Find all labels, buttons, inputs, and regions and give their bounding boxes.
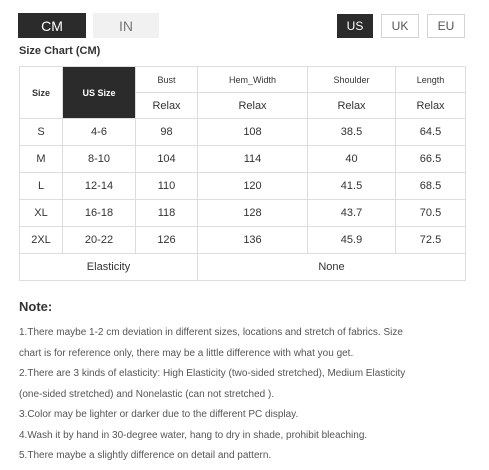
- note-title: Note:: [19, 299, 53, 314]
- unit-in-button[interactable]: IN: [93, 13, 159, 38]
- note-line: 2.There are 3 kinds of elasticity: High Elasticity (two-sided stretched), Medium Elasticity: [19, 368, 406, 379]
- length-cell: 66.5: [396, 146, 466, 173]
- table-row: [20, 146, 466, 173]
- size-cell: M: [20, 146, 63, 173]
- note-line: 1.There maybe 1-2 cm deviation in different sizes, locations and stretch of fabrics. Size: [19, 327, 403, 338]
- region-us-button[interactable]: US: [337, 14, 373, 38]
- length-cell: 68.5: [396, 173, 466, 200]
- hem-width-cell: 120: [198, 173, 308, 200]
- fit-label: Relax: [198, 93, 308, 119]
- size-cell: L: [20, 173, 63, 200]
- table-row: [20, 119, 466, 146]
- bust-header: Bust: [136, 67, 198, 93]
- unit-cm-button[interactable]: CM: [18, 13, 86, 38]
- shoulder-cell: 45.9: [308, 227, 396, 254]
- note-line: 5.There maybe a slightly difference on detail and pattern.: [19, 450, 272, 461]
- us-size-column-header: US Size: [63, 67, 136, 119]
- us-size-cell: 8-10: [63, 146, 136, 173]
- bust-cell: 126: [136, 227, 198, 254]
- us-size-cell: 12-14: [63, 173, 136, 200]
- size-cell: XL: [20, 200, 63, 227]
- us-size-cell: 16-18: [63, 200, 136, 227]
- bust-cell: 118: [136, 200, 198, 227]
- hem-width-header: Hem_Width: [198, 67, 308, 93]
- note-line: 4.Wash it by hand in 30-degree water, hang to dry in shade, prohibit bleaching.: [19, 429, 368, 441]
- table-header-row: [20, 67, 466, 93]
- table-row: [20, 200, 466, 227]
- fit-label: Relax: [136, 93, 198, 119]
- shoulder-header: Shoulder: [308, 67, 396, 93]
- size-chart-title: Size Chart (CM): [19, 45, 101, 57]
- region-uk-button[interactable]: UK: [381, 14, 419, 38]
- elasticity-value: None: [198, 254, 466, 281]
- note-line: chart is for reference only, there may be a little difference with what you get.: [19, 347, 354, 359]
- us-size-cell: 20-22: [63, 227, 136, 254]
- bust-cell: 104: [136, 146, 198, 173]
- note-line: 3.Color may be lighter or darker due to the different PC display.: [19, 409, 299, 420]
- note-list: [19, 323, 471, 467]
- hem-width-cell: 108: [198, 119, 308, 146]
- length-cell: 70.5: [396, 200, 466, 227]
- length-header: Length: [396, 67, 466, 93]
- us-size-cell: 4-6: [63, 119, 136, 146]
- elasticity-row: [20, 254, 466, 281]
- elasticity-label: Elasticity: [20, 254, 198, 281]
- hem-width-cell: 128: [198, 200, 308, 227]
- fit-label: Relax: [396, 93, 466, 119]
- size-chart-table: [19, 66, 466, 281]
- size-cell: 2XL: [20, 227, 63, 254]
- fit-label: Relax: [308, 93, 396, 119]
- length-cell: 64.5: [396, 119, 466, 146]
- shoulder-cell: 40: [308, 146, 396, 173]
- length-cell: 72.5: [396, 227, 466, 254]
- note-line: (one-sided stretched) and Nonelastic (can not stretched ).: [19, 388, 275, 400]
- bust-cell: 110: [136, 173, 198, 200]
- size-cell: S: [20, 119, 63, 146]
- table-row: [20, 173, 466, 200]
- hem-width-cell: 136: [198, 227, 308, 254]
- shoulder-cell: 38.5: [308, 119, 396, 146]
- size-column-header: Size: [20, 67, 63, 119]
- table-row: [20, 227, 466, 254]
- region-eu-button[interactable]: EU: [427, 14, 465, 38]
- shoulder-cell: 41.5: [308, 173, 396, 200]
- shoulder-cell: 43.7: [308, 200, 396, 227]
- bust-cell: 98: [136, 119, 198, 146]
- hem-width-cell: 114: [198, 146, 308, 173]
